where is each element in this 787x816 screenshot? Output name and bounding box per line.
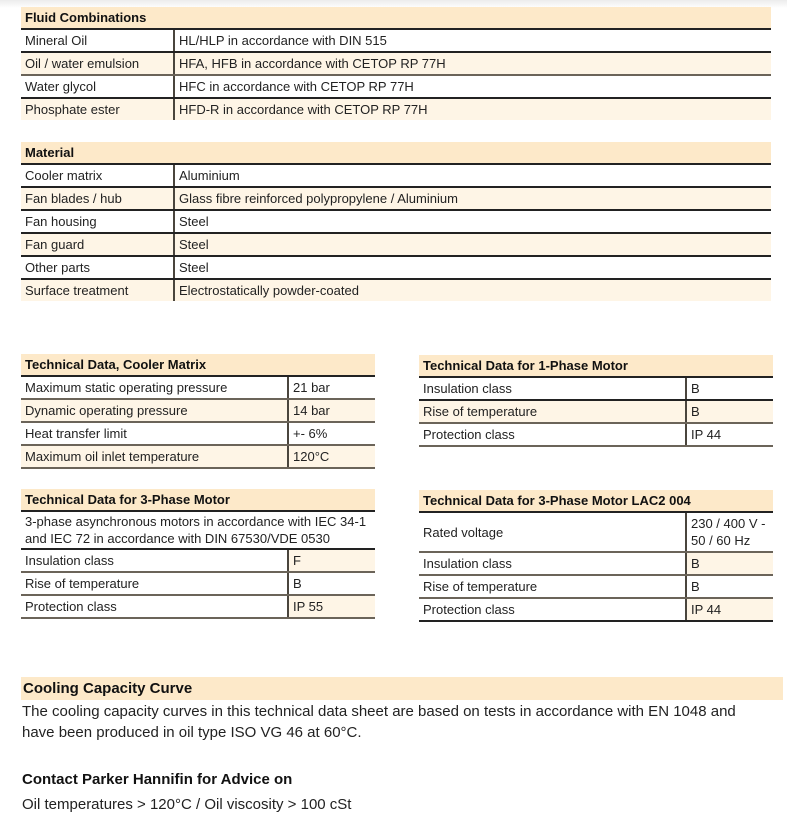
row-label: Rated voltage — [419, 512, 686, 552]
fluid-combinations-table — [21, 7, 771, 120]
table-title: Technical Data for 3-Phase Motor LAC2 004 — [419, 490, 773, 512]
row-label: Cooler matrix — [21, 164, 174, 187]
row-value: Steel — [174, 210, 771, 233]
table-row — [419, 575, 773, 598]
table-title: Technical Data, Cooler Matrix — [21, 354, 375, 376]
row-label: Fan housing — [21, 210, 174, 233]
row-value: Aluminium — [174, 164, 771, 187]
row-value: B — [686, 400, 773, 423]
table-row — [21, 29, 771, 52]
table-row — [419, 552, 773, 575]
row-label: Mineral Oil — [21, 29, 174, 52]
table-row — [21, 376, 375, 399]
row-label: Fan guard — [21, 233, 174, 256]
motor-1phase-table — [419, 355, 773, 447]
table-row — [21, 256, 771, 279]
table-row — [21, 595, 375, 618]
table-title: Technical Data for 1-Phase Motor — [419, 355, 773, 377]
material-table — [21, 142, 771, 301]
row-label: Maximum static operating pressure — [21, 376, 288, 399]
table-row — [21, 399, 375, 422]
row-value: HL/HLP in accordance with DIN 515 — [174, 29, 771, 52]
row-value: Steel — [174, 256, 771, 279]
cooler-matrix-table — [21, 354, 375, 469]
row-label: Protection class — [21, 595, 288, 618]
table-row — [419, 377, 773, 400]
table-row — [21, 98, 771, 120]
row-label: Heat transfer limit — [21, 422, 288, 445]
row-value: B — [288, 572, 375, 595]
row-value: B — [686, 377, 773, 400]
row-value: 230 / 400 V - 50 / 60 Hz — [686, 512, 773, 552]
row-label: Rise of temperature — [21, 572, 288, 595]
row-value: IP 44 — [686, 598, 773, 621]
row-label: Other parts — [21, 256, 174, 279]
row-label: Maximum oil inlet temperature — [21, 445, 288, 468]
row-value: 14 bar — [288, 399, 375, 422]
row-label: Water glycol — [21, 75, 174, 98]
row-value: Glass fibre reinforced polypropylene / Aluminium — [174, 187, 771, 210]
row-value: HFA, HFB in accordance with CETOP RP 77H — [174, 52, 771, 75]
table-title: Technical Data for 3-Phase Motor — [21, 489, 375, 511]
table-row — [419, 512, 773, 552]
row-value: 21 bar — [288, 376, 375, 399]
motor-3phase-table — [21, 489, 375, 619]
motor-note: 3-phase asynchronous motors in accordance with IEC 34-1 and IEC 72 in accordance with DIN 67530/VDE 0530 — [21, 511, 375, 549]
table-row — [21, 572, 375, 595]
table-row — [21, 279, 771, 301]
row-value: +- 6% — [288, 422, 375, 445]
table-row — [21, 164, 771, 187]
table-row — [21, 210, 771, 233]
row-label: Surface treatment — [21, 279, 174, 301]
table-row — [419, 400, 773, 423]
row-value: IP 55 — [288, 595, 375, 618]
cooling-curve-title: Cooling Capacity Curve — [21, 677, 783, 700]
motor-lac2-table — [419, 490, 773, 622]
row-label: Fan blades / hub — [21, 187, 174, 210]
row-value: Electrostatically powder-coated — [174, 279, 771, 301]
cooling-curve-text: The cooling capacity curves in this technical data sheet are based on tests in accordance with EN 1048 and have been produced in oil type ISO VG 46 at 60°C. — [22, 703, 736, 741]
table-row — [21, 422, 375, 445]
row-value: F — [288, 549, 375, 572]
row-label: Insulation class — [419, 552, 686, 575]
table-row — [419, 423, 773, 446]
row-label: Rise of temperature — [419, 575, 686, 598]
table-row — [419, 598, 773, 621]
row-value: IP 44 — [686, 423, 773, 446]
table-row — [21, 549, 375, 572]
table-row — [21, 187, 771, 210]
table-row — [21, 511, 375, 549]
row-label: Dynamic operating pressure — [21, 399, 288, 422]
row-label: Protection class — [419, 598, 686, 621]
table-row — [21, 52, 771, 75]
row-value: 120°C — [288, 445, 375, 468]
row-label: Rise of temperature — [419, 400, 686, 423]
contact-title: Contact Parker Hannifin for Advice on — [22, 771, 293, 788]
table-row — [21, 75, 771, 98]
table-row — [21, 445, 375, 468]
table-title: Fluid Combinations — [21, 7, 771, 29]
contact-text: Oil temperatures > 120°C / Oil viscosity > 100 cSt — [22, 796, 352, 813]
row-label: Insulation class — [21, 549, 288, 572]
table-row — [21, 233, 771, 256]
row-value: Steel — [174, 233, 771, 256]
row-label: Phosphate ester — [21, 98, 174, 120]
table-title: Material — [21, 142, 771, 164]
row-value: HFD-R in accordance with CETOP RP 77H — [174, 98, 771, 120]
row-value: B — [686, 552, 773, 575]
row-label: Insulation class — [419, 377, 686, 400]
row-value: HFC in accordance with CETOP RP 77H — [174, 75, 771, 98]
row-value: B — [686, 575, 773, 598]
row-label: Oil / water emulsion — [21, 52, 174, 75]
row-label: Protection class — [419, 423, 686, 446]
